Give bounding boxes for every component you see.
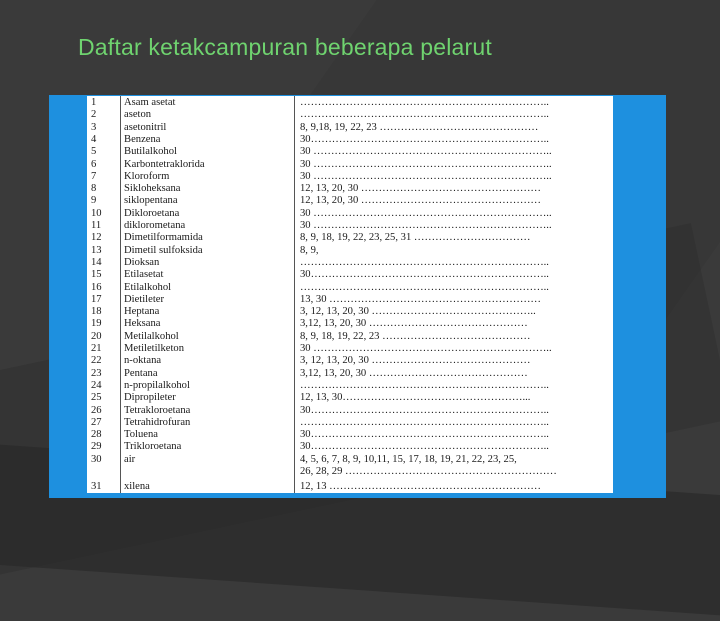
table-cell-number: 24 xyxy=(91,379,102,391)
table-cell-number: 11 xyxy=(91,220,102,231)
table-cell-number: 22 xyxy=(91,355,102,367)
table-row xyxy=(87,159,613,171)
table-cell-number: 1 xyxy=(91,97,97,108)
table-row xyxy=(87,417,613,429)
table-cell-solvent: Butilalkohol xyxy=(124,146,177,158)
table-cell-number: 10 xyxy=(91,207,102,219)
table-row xyxy=(87,171,613,183)
table-cell-number: 2 xyxy=(91,109,97,121)
table-row xyxy=(87,146,613,158)
table-cell-number: 9 xyxy=(91,195,97,207)
table-cell-solvent: Etilalkohol xyxy=(124,281,172,293)
table-row xyxy=(87,220,613,232)
table-cell-reference: 30 ………………………………………………………….. xyxy=(300,220,552,231)
table-row xyxy=(87,392,613,404)
table-cell-reference: 30 ………………………………………………………….. xyxy=(300,158,552,170)
table-cell-reference: 12, 13, 20, 30 …………………………………………… xyxy=(300,183,542,195)
table-cell-number: 25 xyxy=(91,392,102,404)
table-cell-number: 12 xyxy=(91,232,102,244)
table-row xyxy=(87,441,613,453)
table-cell-number: 7 xyxy=(91,170,97,182)
table-cell-number: 28 xyxy=(91,429,102,441)
table-cell-reference: 3,12, 13, 20, 30 ……………………………………… xyxy=(300,367,528,379)
table-row xyxy=(87,269,613,281)
table-cell-reference: 30………………………………………………………….. xyxy=(300,441,549,453)
table-cell-number: 29 xyxy=(91,441,102,453)
table-cell-solvent: n-propilalkohol xyxy=(124,379,190,391)
table-row xyxy=(87,232,613,244)
table-cell-solvent: Pentana xyxy=(124,367,158,379)
table-row xyxy=(87,282,613,294)
table-row xyxy=(87,466,613,478)
table-cell-number: 21 xyxy=(91,343,102,354)
table-cell-solvent: Dietileter xyxy=(124,293,165,305)
table-cell-reference: …………………………………………………………….. xyxy=(300,109,549,121)
table-cell-solvent: xilena xyxy=(124,481,150,493)
table-cell-solvent: Dioksan xyxy=(124,256,160,268)
table-row xyxy=(87,122,613,134)
table-cell-number: 6 xyxy=(91,158,97,170)
table-cell-number: 18 xyxy=(91,306,102,318)
table-cell-solvent: Dikloroetana xyxy=(124,207,180,219)
table-cell-reference: 13, 30 …………………………………………………… xyxy=(300,293,542,305)
table-cell-number: 5 xyxy=(91,146,97,158)
table-cell-solvent: Dimetilformamida xyxy=(124,232,203,244)
table-cell-reference: 30 ………………………………………………………….. xyxy=(300,146,552,158)
table-cell-solvent: Etilasetat xyxy=(124,269,164,281)
table-cell-reference: 30 ………………………………………………………….. xyxy=(300,343,552,354)
table-cell-number: 17 xyxy=(91,293,102,305)
table-cell-reference: 3, 12, 13, 20, 30 ……………………………………….. xyxy=(300,306,536,318)
table-cell-solvent: Tetrakloroetana xyxy=(124,404,191,416)
table-cell-number: 3 xyxy=(91,121,97,133)
table-cell-reference: 30 ………………………………………………………….. xyxy=(300,207,552,219)
table-cell-solvent: aseton xyxy=(124,109,152,121)
table-cell-solvent: Toluena xyxy=(124,429,158,441)
table-cell-solvent: Heksana xyxy=(124,318,161,330)
table-cell-number: 15 xyxy=(91,269,102,281)
table-cell-reference: 12, 13 …………………………………………………… xyxy=(300,481,542,493)
table-cell-reference: 8, 9, 18, 19, 22, 23, 25, 31 …………………………… xyxy=(300,232,531,244)
table-cell-reference: 8, 9,18, 19, 22, 23 ……………………………………… xyxy=(300,121,539,133)
table-cell-reference: …………………………………………………………….. xyxy=(300,379,549,391)
table-cell-reference: 12, 13, 30……………………………………………... xyxy=(300,392,531,404)
table-cell-solvent: air xyxy=(124,453,136,465)
table-cell-number: 20 xyxy=(91,330,102,342)
table-cell-number: 14 xyxy=(91,256,102,268)
table-row xyxy=(87,195,613,207)
table-cell-number: 23 xyxy=(91,367,102,379)
table-cell-solvent: Kloroform xyxy=(124,170,170,182)
table-cell-reference: …………………………………………………………….. xyxy=(300,256,549,268)
table-cell-solvent: Asam asetat xyxy=(124,97,176,108)
table-cell-reference: 30………………………………………………………….. xyxy=(300,404,549,416)
table-row xyxy=(87,294,613,306)
table-row xyxy=(87,405,613,417)
table-cell-number: 26 xyxy=(91,404,102,416)
table-cell-reference: 8, 9, xyxy=(300,244,319,256)
solvent-table xyxy=(87,96,613,493)
table-cell-reference: …………………………………………………………….. xyxy=(300,281,549,293)
table-cell-solvent: Sikloheksana xyxy=(124,183,181,195)
table-cell-solvent: diklorometana xyxy=(124,220,186,231)
table-row xyxy=(87,331,613,343)
table-row xyxy=(87,245,613,257)
table-cell-reference: …………………………………………………………….. xyxy=(300,97,549,108)
table-cell-number: 30 xyxy=(91,453,102,465)
table-row xyxy=(87,318,613,330)
table-row xyxy=(87,454,613,466)
table-cell-number: 27 xyxy=(91,416,102,428)
table-cell-reference: 3, 12, 13, 20, 30 ……………………………………… xyxy=(300,355,531,367)
table-row xyxy=(87,368,613,380)
table-cell-solvent: Heptana xyxy=(124,306,160,318)
table-cell-reference: 30 ………………………………………………………….. xyxy=(300,170,552,182)
table-cell-number: 13 xyxy=(91,244,102,256)
table-row xyxy=(87,343,613,355)
table-row xyxy=(87,208,613,220)
table-row xyxy=(87,97,613,109)
table-cell-solvent: Dimetil sulfoksida xyxy=(124,244,203,256)
table-row xyxy=(87,481,613,493)
table-cell-number: 19 xyxy=(91,318,102,330)
table-cell-solvent: Metilalkohol xyxy=(124,330,179,342)
table-cell-reference: …………………………………………………………….. xyxy=(300,416,549,428)
table-cell-reference: 12, 13, 20, 30 …………………………………………… xyxy=(300,195,542,207)
table-row xyxy=(87,429,613,441)
table-cell-solvent: Metiletilketon xyxy=(124,343,185,354)
table-cell-reference: 8, 9, 18, 19, 22, 23 …………………………………… xyxy=(300,330,531,342)
table-cell-solvent: Karbontetraklorida xyxy=(124,158,205,170)
table-cell-solvent: asetonitril xyxy=(124,121,167,133)
table-cell-solvent: Trikloroetana xyxy=(124,441,182,453)
table-row xyxy=(87,183,613,195)
table-row xyxy=(87,380,613,392)
table-cell-number: 4 xyxy=(91,133,97,145)
table-cell-reference: 30………………………………………………………….. xyxy=(300,269,549,281)
table-cell-number: 16 xyxy=(91,281,102,293)
table-cell-number: 31 xyxy=(91,481,102,493)
table-cell-reference: 4, 5, 6, 7, 8, 9, 10,11, 15, 17, 18, 19, 21, 22, 23, 25, xyxy=(300,453,517,465)
table-cell-reference: 3,12, 13, 20, 30 ……………………………………… xyxy=(300,318,528,330)
table-cell-solvent: siklopentana xyxy=(124,195,178,207)
table-cell-reference: 26, 28, 29 …………………………………………………… xyxy=(300,466,557,477)
table-cell-reference: 30………………………………………………………….. xyxy=(300,133,549,145)
table-row xyxy=(87,109,613,121)
table-cell-solvent: Tetrahidrofuran xyxy=(124,416,191,428)
table-row xyxy=(87,355,613,367)
table-row xyxy=(87,257,613,269)
slide-title: Daftar ketakcampuran beberapa pelarut xyxy=(78,34,492,60)
table-cell-number: 8 xyxy=(91,183,97,195)
table-row xyxy=(87,134,613,146)
table-cell-solvent: Benzena xyxy=(124,133,161,145)
table-cell-solvent: n-oktana xyxy=(124,355,162,367)
table-cell-reference: 30………………………………………………………….. xyxy=(300,429,549,441)
table-row xyxy=(87,306,613,318)
table-cell-solvent: Dipropileter xyxy=(124,392,176,404)
